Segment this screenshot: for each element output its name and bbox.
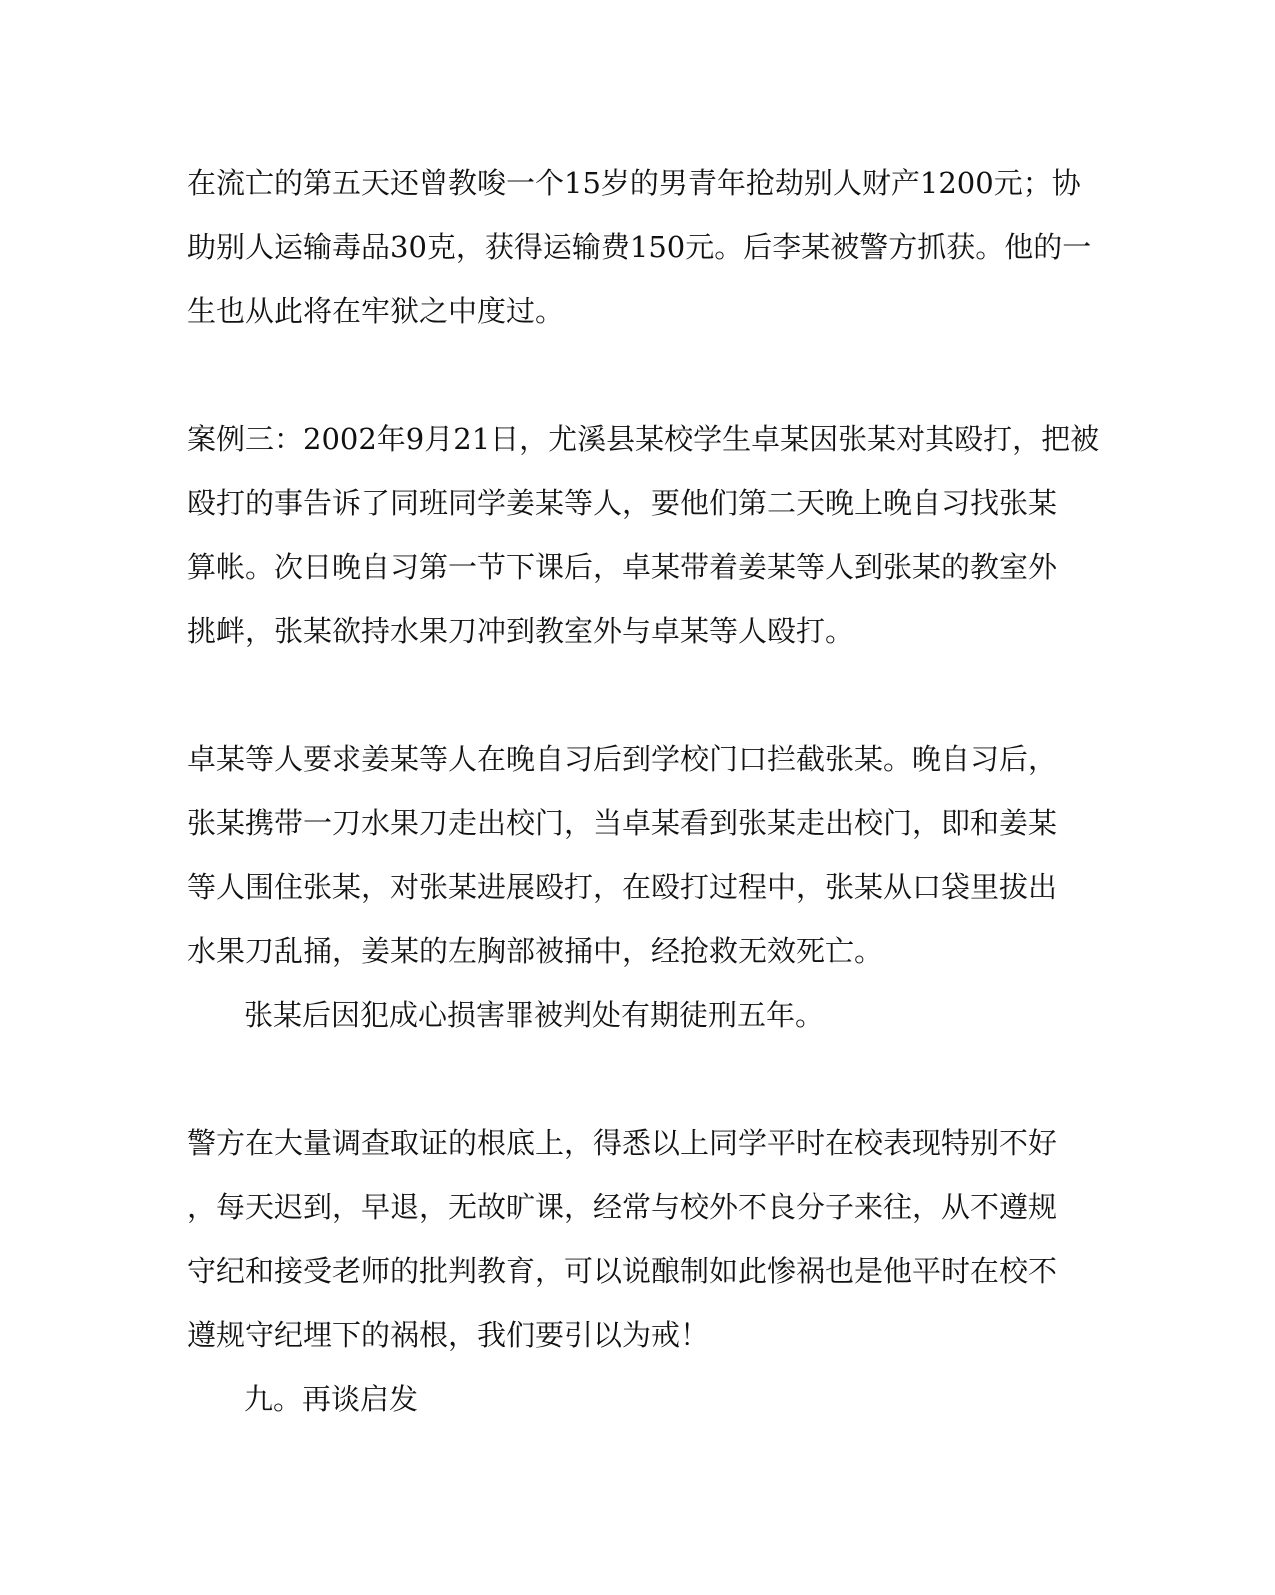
text-line: 警方在大量调查取证的根底上，得悉以上同学平时在校表现特别不好 <box>187 1126 1058 1160</box>
text-line: 守纪和接受老师的批判教育，可以说酿制如此惨祸也是他平时在校不 <box>187 1254 1058 1288</box>
section-heading: 九。再谈启发 <box>244 1382 419 1416</box>
text-line: ，每天迟到，早退，无故旷课，经常与校外不良分子来往，从不遵规 <box>187 1190 1058 1224</box>
text-line: 案例三：2002年9月21日，尤溪县某校学生卓某因张某对其殴打，把被 <box>187 422 1100 456</box>
text-line: 等人围住张某，对张某进展殴打，在殴打过程中，张某从口袋里拔出 <box>187 870 1058 904</box>
text-line: 遵规守纪埋下的祸根，我们要引以为戒！ <box>187 1318 710 1352</box>
text-line: 张某后因犯成心损害罪被判处有期徒刑五年。 <box>244 998 825 1032</box>
text-line: 在流亡的第五天还曾教唆一个15岁的男青年抢劫别人财产1200元；协 <box>187 166 1081 200</box>
text-line: 殴打的事告诉了同班同学姜某等人，要他们第二天晚上晚自习找张某 <box>187 486 1058 520</box>
text-line: 水果刀乱捅，姜某的左胸部被捅中，经抢救无效死亡。 <box>187 934 884 968</box>
text-line: 生也从此将在牢狱之中度过。 <box>187 294 565 328</box>
text-line: 挑衅，张某欲持水果刀冲到教室外与卓某等人殴打。 <box>187 614 855 648</box>
text-line: 助别人运输毒品30克，获得运输费150元。后李某被警方抓获。他的一 <box>187 230 1092 264</box>
text-line: 算帐。次日晚自习第一节下课后，卓某带着姜某等人到张某的教室外 <box>187 550 1058 584</box>
text-line: 卓某等人要求姜某等人在晚自习后到学校门口拦截张某。晚自习后， <box>187 742 1058 776</box>
text-line: 张某携带一刀水果刀走出校门，当卓某看到张某走出校门，即和姜某 <box>187 806 1058 840</box>
